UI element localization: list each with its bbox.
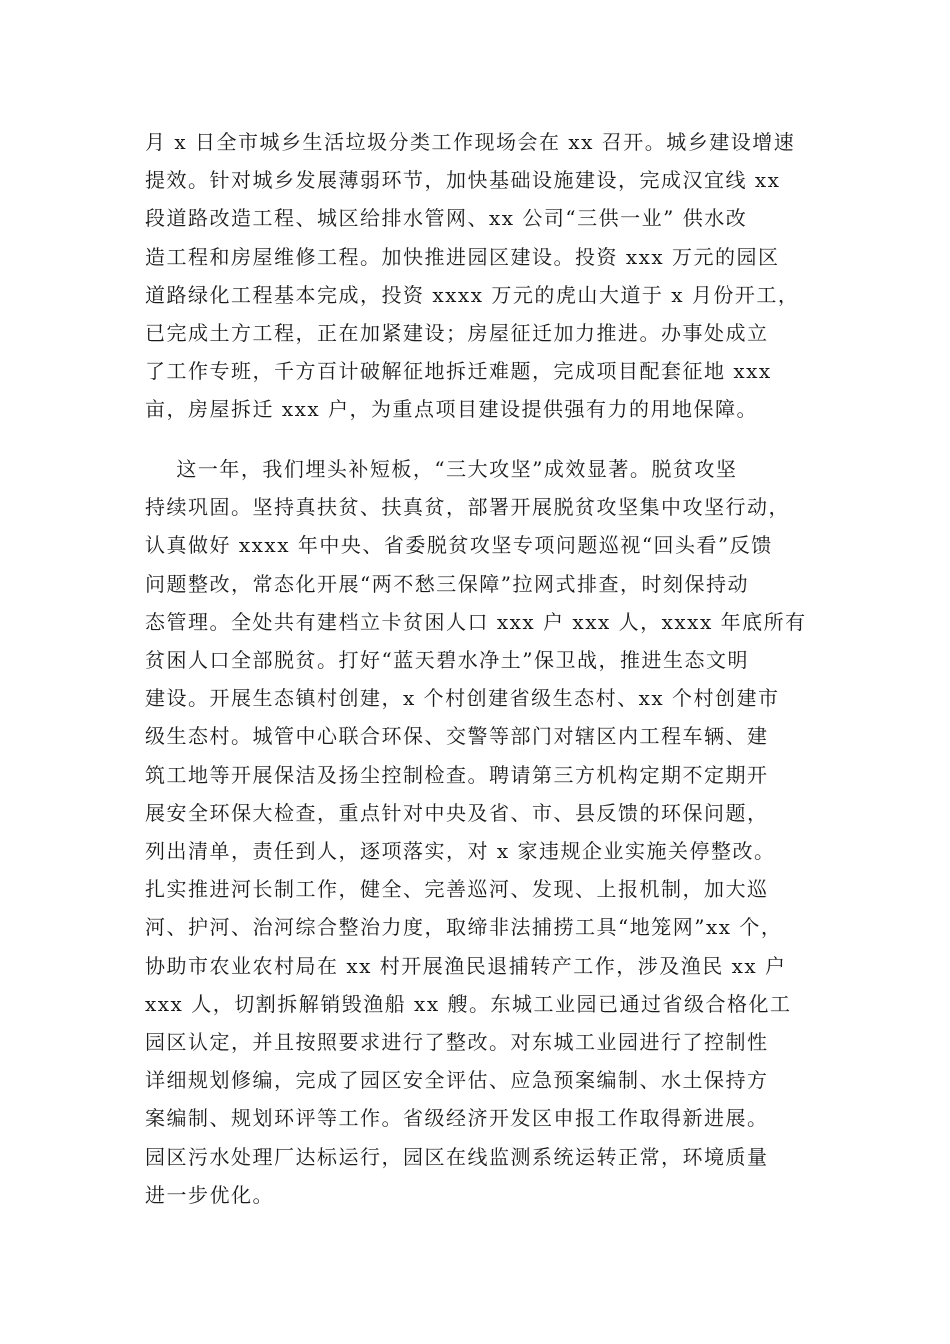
text-line: 态管理。全处共有建档立卡贫困人口 xxx 户 xxx 人，xxxx 年底所有 <box>145 609 807 634</box>
text-line: 问题整改，常态化开展“两不愁三保障”拉网式排查，时刻保持动 <box>145 571 749 596</box>
text-line: 建设。开展生态镇村创建，x 个村创建省级生态村、xx 个村创建市 <box>145 686 780 711</box>
text-line: 扎实推进河长制工作，健全、完善巡河、发现、上报机制，加大巡 <box>145 877 769 902</box>
text-line: 了工作专班，千方百计破解征地拆迁难题，完成项目配套征地 xxx <box>145 359 772 384</box>
text-line: 详细规划修编，完成了园区安全评估、应急预案编制、水土保持方 <box>145 1068 769 1093</box>
text-line: 园区污水处理厂达标运行，园区在线监测系统运转正常，环境质量 <box>145 1144 769 1169</box>
text-line: 亩，房屋拆迁 xxx 户，为重点项目建设提供强有力的用地保障。 <box>145 397 759 422</box>
text-line: 园区认定，并且按照要求进行了整改。对东城工业园进行了控制性 <box>145 1030 769 1055</box>
paragraph-urban-construction <box>145 123 825 429</box>
paragraph-three-battles <box>145 450 825 1214</box>
text-line: 级生态村。城管中心联合环保、交警等部门对辖区内工程车辆、建 <box>145 724 769 749</box>
text-line: 协助市农业农村局在 xx 村开展渔民退捕转产工作，涉及渔民 xx 户 <box>145 953 787 978</box>
text-line: 提效。针对城乡发展薄弱环节，加快基础设施建设，完成汉宜线 xx <box>145 168 781 193</box>
text-line: 月 x 日全市城乡生活垃圾分类工作现场会在 xx 召开。城乡建设增速 <box>145 130 796 154</box>
text-line: 筑工地等开展保洁及扬尘控制检查。聘请第三方机构定期不定期开 <box>145 762 769 787</box>
text-line: 道路绿化工程基本完成，投资 xxxx 万元的虎山大道于 x 月份开工， <box>145 282 800 307</box>
text-line: xxx 人，切割拆解销毁渔船 xx 艘。东城工业园已通过省级合格化工 <box>145 991 792 1016</box>
text-line: 案编制、规划环评等工作。省级经济开发区申报工作取得新进展。 <box>145 1106 769 1131</box>
text-line: 展安全环保大检查，重点针对中央及省、市、县反馈的环保问题， <box>145 800 769 825</box>
text-line: 贫困人口全部脱贫。打好“蓝天碧水净土”保卫战，推进生态文明 <box>145 648 749 673</box>
text-line: 进一步优化。 <box>145 1182 274 1207</box>
text-line: 段道路改造工程、城区给排水管网、xx 公司“三供一业” 供水改 <box>145 206 748 231</box>
text-line: 持续巩固。坚持真扶贫、扶真贫，部署开展脱贫攻坚集中攻坚行动， <box>145 495 790 520</box>
text-line: 认真做好 xxxx 年中央、省委脱贫攻坚专项问题巡视“回头看”反馈 <box>145 533 773 558</box>
text-line: 已完成土方工程，正在加紧建设；房屋征迁加力推进。办事处成立 <box>145 321 769 346</box>
text-line: 河、护河、治河综合整治力度，取缔非法捕捞工具“地笼网”xx 个， <box>145 915 783 940</box>
text-line: 造工程和房屋维修工程。加快推进园区建设。投资 xxx 万元的园区 <box>145 244 780 269</box>
text-line: 这一年，我们埋头补短板，“三大攻坚”成效显著。脱贫攻坚 <box>145 457 738 481</box>
text-line: 列出清单，责任到人，逐项落实，对 x 家违规企业实施关停整改。 <box>145 839 776 864</box>
